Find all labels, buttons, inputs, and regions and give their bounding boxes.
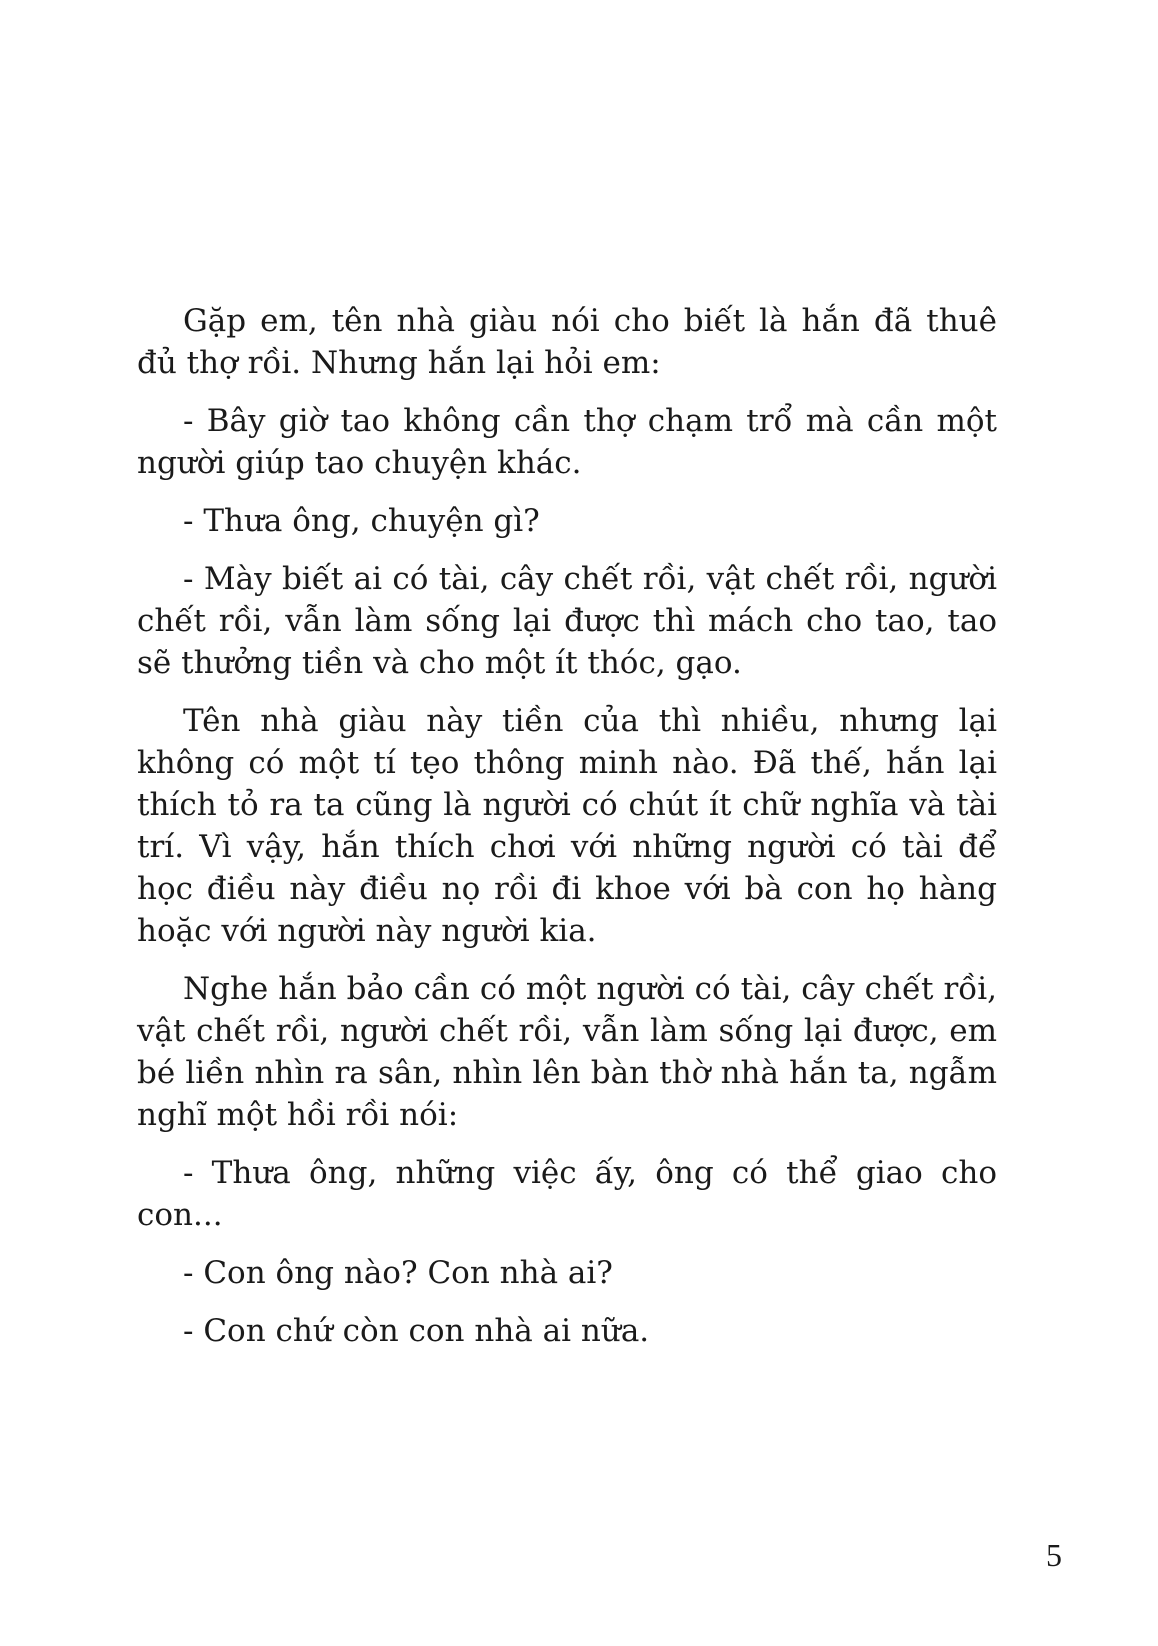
paragraph-8: - Con ông nào? Con nhà ai?	[183, 1255, 613, 1291]
paragraph-6: Nghe hắn bảo cần có một người có tài, cây chết rồi, vật chết rồi, người chết rồi, vẫn làm sống lại được, em bé liền nhìn ra sân, nhìn lên bàn thờ nhà hắn ta, ngẫm nghĩ một hồi rồi nói:	[137, 971, 997, 1133]
body-text	[137, 300, 997, 1368]
paragraph-3: - Thưa ông, chuyện gì?	[183, 503, 540, 539]
paragraph-5: Tên nhà giàu này tiền của thì nhiều, nhưng lại không có một tí tẹo thông minh nào. Đã thế, hắn lại thích tỏ ra ta cũng là người có chút ít chữ nghĩa và tài trí. Vì vậy, hắn thích chơi với những người có tài để học điều này điều nọ rồi đi khoe với bà con họ hàng hoặc với người này người kia.	[137, 703, 997, 949]
paragraph-2: - Bây giờ tao không cần thợ chạm trổ mà cần một người giúp tao chuyện khác.	[137, 403, 997, 481]
paragraph-4: - Mày biết ai có tài, cây chết rồi, vật chết rồi, người chết rồi, vẫn làm sống lại được thì mách cho tao, tao sẽ thưởng tiền và cho một ít thóc, gạo.	[137, 561, 997, 681]
page-number: 5	[1046, 1537, 1062, 1573]
paragraph-9: - Con chứ còn con nhà ai nữa.	[183, 1313, 650, 1349]
paragraph-7: - Thưa ông, những việc ấy, ông có thể giao cho con...	[137, 1155, 997, 1233]
paragraph-1: Gặp em, tên nhà giàu nói cho biết là hắn đã thuê đủ thợ rồi. Nhưng hắn lại hỏi em:	[137, 303, 997, 381]
